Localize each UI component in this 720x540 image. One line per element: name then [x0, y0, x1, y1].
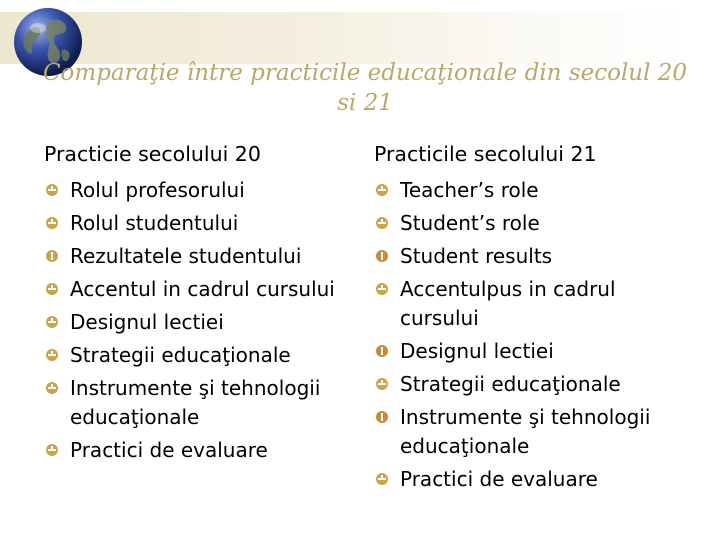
list-item: Strategii educaţionale [44, 339, 359, 372]
list-item: Designul lectiei [44, 306, 359, 339]
list-item: Student results [374, 240, 694, 273]
bullet-icon [46, 316, 58, 328]
list-item: Practici de evaluare [374, 463, 694, 496]
list-item: Rezultatele studentului [44, 240, 359, 273]
left-column [44, 140, 359, 467]
right-column [374, 140, 694, 496]
bullet-icon [376, 378, 388, 390]
bullet-icon [46, 217, 58, 229]
bullet-icon [376, 473, 388, 485]
list-item: Accentul in cadrul cursului [44, 273, 359, 306]
bullet-icon [46, 283, 58, 295]
list-item: Designul lectiei [374, 335, 694, 368]
list-item: Instrumente şi tehnologii educaţionale [374, 401, 694, 463]
bullet-icon [376, 411, 388, 423]
bullet-icon [46, 250, 58, 262]
list-item: Student’s role [374, 207, 694, 240]
page-title: Comparaţie între practicile educaţionale din secolul 20 si 21 [42, 60, 688, 116]
left-list [44, 174, 359, 467]
bullet-icon [46, 444, 58, 456]
left-column-heading: Practicie secolului 20 [44, 142, 261, 166]
bullet-icon [376, 345, 388, 357]
list-item: Rolul studentului [44, 207, 359, 240]
header-band [0, 12, 690, 64]
list-item: Instrumente şi tehnologii educaţionale [44, 372, 359, 434]
bullet-icon [46, 349, 58, 361]
list-item: Strategii educaţionale [374, 368, 694, 401]
bullet-icon [376, 184, 388, 196]
list-item: Accentulpus in cadrul cursului [374, 273, 694, 335]
list-item: Teacher’s role [374, 174, 694, 207]
bullet-icon [46, 382, 58, 394]
bullet-icon [376, 217, 388, 229]
list-item: Rolul profesorului [44, 174, 359, 207]
bullet-icon [376, 250, 388, 262]
right-list [374, 174, 694, 496]
list-item: Practici de evaluare [44, 434, 359, 467]
bullet-icon [46, 184, 58, 196]
right-column-heading: Practicile secolului 21 [374, 142, 597, 166]
bullet-icon [376, 283, 388, 295]
